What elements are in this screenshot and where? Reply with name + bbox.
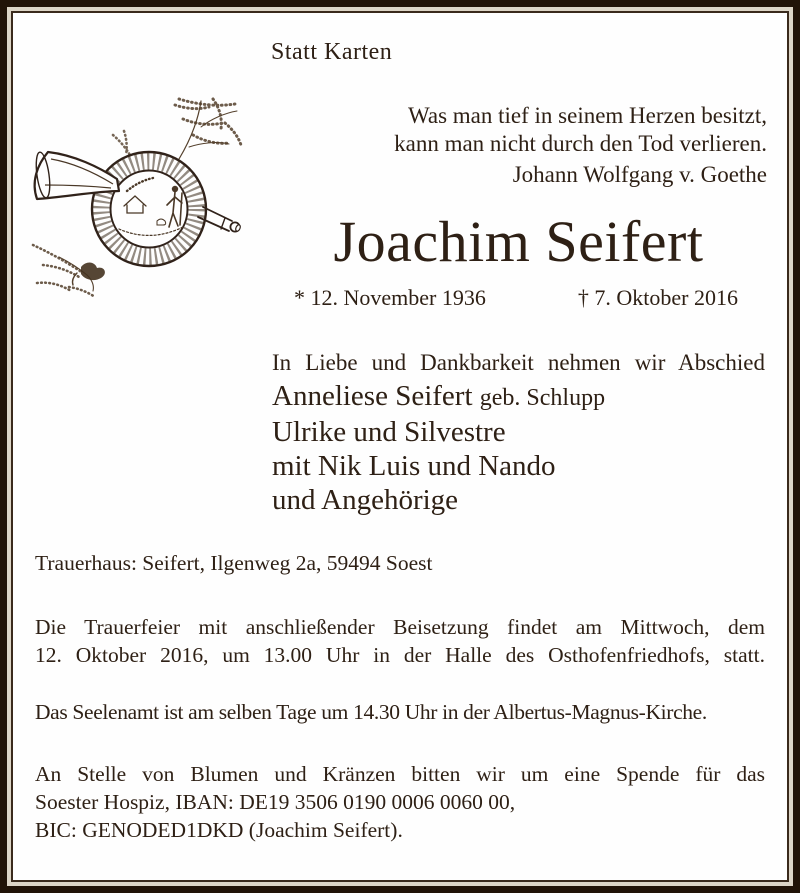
mourner-name: Anneliese Seifert <box>272 380 473 412</box>
birth-date: * 12. November 1936 <box>294 285 486 310</box>
quote-attribution: Johann Wolfgang v. Goethe <box>512 162 767 187</box>
notice-frame-light-band <box>7 7 793 886</box>
donation-line-3: BIC: GENODED1DKD (Joachim Seifert). <box>35 818 403 842</box>
funeral-service-paragraph <box>35 613 765 669</box>
obituary-page <box>11 11 789 882</box>
quote-line-2: kann man nicht durch den Tod verlieren. <box>394 131 767 156</box>
deceased-name: Joachim Seifert <box>333 209 704 274</box>
mourner-name: Ulrike und Silvestre <box>272 416 506 448</box>
quote-line-1: Was man tief in seinem Herzen besitzt, <box>408 103 767 128</box>
donation-line-2: Soester Hospiz, IBAN: DE19 3506 0190 0006 0060 00, <box>35 790 516 814</box>
funeral-home-line: Trauerhaus: Seifert, Ilgenweg 2a, 59494 Soest <box>35 551 433 575</box>
mourner-line <box>272 379 777 415</box>
mourner-name-suffix: geb. Schlupp <box>479 385 606 411</box>
funeral-line-2: 12. Oktober 2016, um 13.00 Uhr in der Halle des Osthofenfriedhofs, statt. <box>35 643 765 667</box>
farewell-line: In Liebe und Dankbarkeit nehmen wir Abschied <box>272 350 765 375</box>
hunting-horn-icon <box>29 97 250 300</box>
requiem-line: Das Seelenamt ist am selben Tage um 14.30 Uhr in der Albertus-Magnus-Kirche. <box>35 700 707 724</box>
donation-line-1: An Stelle von Blumen und Kränzen bitten wir um eine Spende für das <box>35 762 765 786</box>
mourner-line <box>272 415 777 449</box>
donation-paragraph <box>35 760 765 844</box>
statt-karten-label: Statt Karten <box>271 39 393 65</box>
funeral-line-1: Die Trauerfeier mit anschließender Beisetzung findet am Mittwoch, dem <box>35 615 765 639</box>
mourner-name: mit Nik Luis und Nando <box>272 450 556 482</box>
life-dates <box>272 285 765 311</box>
quote-block <box>337 102 767 189</box>
death-date: † 7. Oktober 2016 <box>577 285 738 310</box>
mourner-line <box>272 449 777 483</box>
mourners-list <box>272 379 777 517</box>
mourner-line <box>272 483 777 517</box>
mourner-name: und Angehörige <box>272 484 459 516</box>
